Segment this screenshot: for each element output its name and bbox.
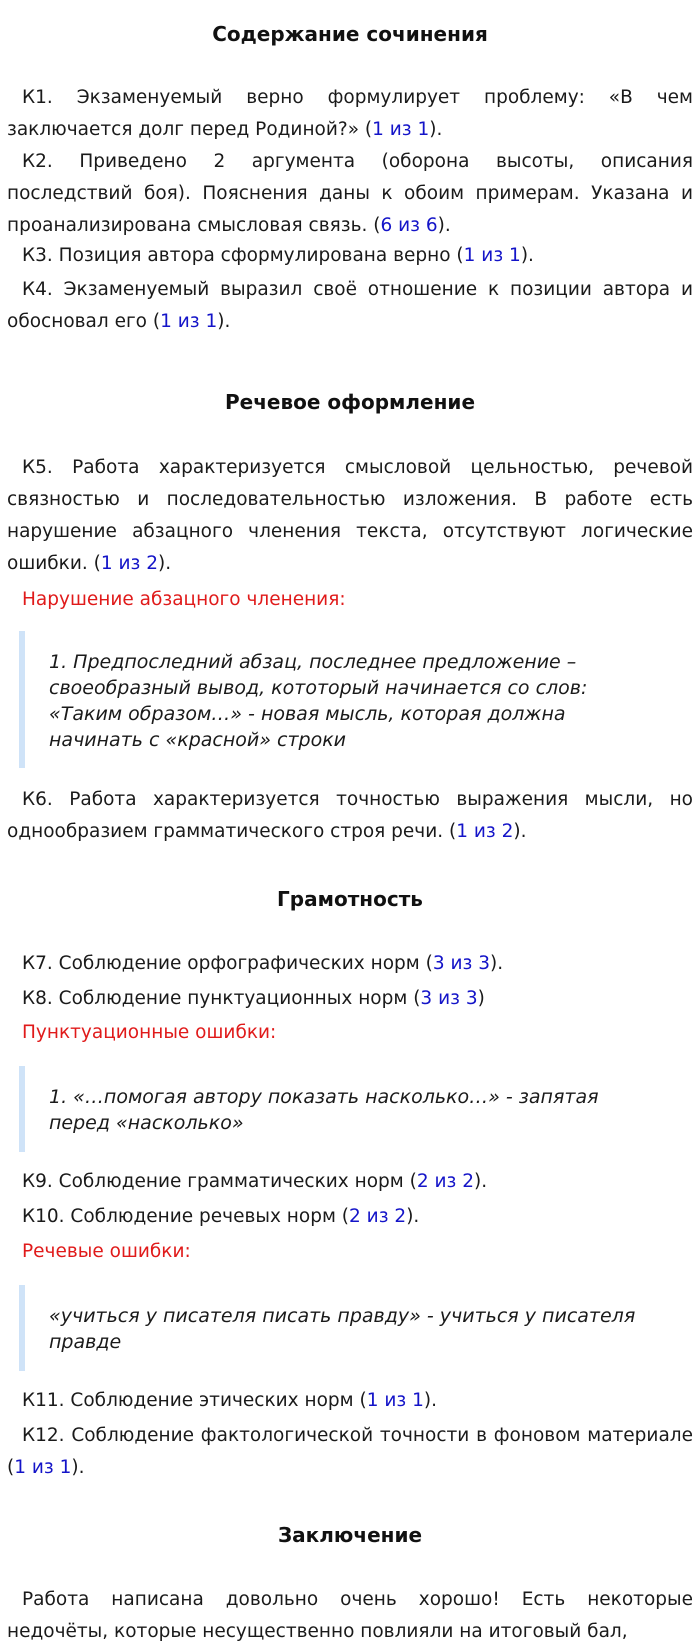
criterion-k6-score: 1 из 2 — [456, 821, 514, 842]
criterion-k5 — [7, 452, 693, 580]
criterion-k11 — [7, 1385, 693, 1417]
criterion-k6-text: К6. Работа характеризуется точностью выражения мысли, но однообразием грамматического строя речи. ( — [7, 789, 693, 842]
criterion-k2-score: 6 из 6 — [380, 215, 438, 236]
criterion-k11-score: 1 из 1 — [366, 1390, 424, 1411]
punctuation-errors-quote-text: 1. «…помогая автору показать насколько…» - запятая перед «насколько» — [49, 1086, 599, 1134]
criterion-k2-text: К2. Приведено 2 аргумента (оборона высоты, описания последствий боя). Пояснения даны к обоим примерам. Указана и проанализирована смысловая связь. ( — [7, 151, 693, 236]
criterion-k2-tail: ). — [437, 215, 451, 236]
criterion-k8-tail: ) — [477, 988, 485, 1009]
criterion-k12 — [7, 1420, 693, 1484]
criterion-k7-text: К7. Соблюдение орфографических норм ( — [22, 953, 433, 974]
criterion-k5-tail: ). — [158, 553, 172, 574]
section-title-literacy: Грамотность — [277, 887, 423, 911]
criterion-k3 — [7, 240, 693, 272]
speech-errors-quote — [19, 1285, 679, 1371]
criterion-k7-tail: ). — [490, 953, 504, 974]
section-title-conclusion: Заключение — [277, 1523, 423, 1547]
criterion-k12-text: К12. Соблюдение фактологической точности в фоновом материале ( — [7, 1425, 693, 1478]
criterion-k4-score: 1 из 1 — [160, 311, 218, 332]
criterion-k7-score: 3 из 3 — [432, 953, 490, 974]
paragraph-errors-quote-text: 1. Предпоследний абзац, последнее предложение – своеобразный вывод, кототорый начинается со слов: «Таким образом…» - новая мысль, которая должна начинать с «красной» строки — [49, 651, 588, 751]
section-title-content: Содержание сочинения — [212, 22, 488, 46]
criterion-k9-score: 2 из 2 — [416, 1171, 475, 1192]
criterion-k10 — [7, 1201, 693, 1233]
criterion-k12-tail: ). — [71, 1457, 85, 1478]
punctuation-errors-label: Пунктуационные ошибки: — [22, 1022, 277, 1043]
criterion-k11-text: К11. Соблюдение этических норм ( — [22, 1390, 367, 1411]
criterion-k6 — [7, 784, 693, 848]
section-title-speech: Речевое оформление — [224, 390, 476, 414]
criterion-k1 — [7, 82, 693, 146]
criterion-k1-score: 1 из 1 — [372, 119, 430, 140]
criterion-k1-text: К1. Экзаменуемый верно формулирует проблему: «В чем заключается долг перед Родиной?» ( — [7, 87, 693, 140]
criterion-k3-score: 1 из 1 — [463, 245, 521, 266]
criterion-k8-score: 3 из 3 — [420, 988, 478, 1009]
criterion-k10-tail: ). — [406, 1206, 420, 1227]
criterion-k10-score: 2 из 2 — [349, 1206, 407, 1227]
paragraph-errors-quote — [19, 631, 679, 768]
punctuation-errors-quote — [19, 1066, 679, 1152]
criterion-k7 — [7, 948, 693, 980]
criterion-k4-text: К4. Экзаменуемый выразил своё отношение к позиции автора и обосновал его ( — [7, 279, 693, 332]
criterion-k11-tail: ). — [423, 1390, 437, 1411]
criterion-k8-text: К8. Соблюдение пунктуационных норм ( — [22, 988, 421, 1009]
criterion-k3-text: К3. Позиция автора сформулирована верно ( — [22, 245, 464, 266]
criterion-k8 — [7, 983, 693, 1015]
criterion-k5-score: 1 из 2 — [100, 553, 159, 574]
criterion-k12-score: 1 из 1 — [14, 1457, 72, 1478]
criterion-k5-text: К5. Работа характеризуется смысловой цельностью, речевой связностью и последовательностью изложения. В работе есть нарушение абзацного членения текста, отсутствуют логические ошибки. ( — [7, 457, 693, 574]
criterion-k9 — [7, 1166, 693, 1198]
paragraph-errors-label: Нарушение абзацного членения: — [22, 589, 346, 610]
conclusion-text: Работа написана довольно очень хорошо! Есть некоторые недочёты, которые несущественно повлияли на итоговый бал, — [7, 1589, 693, 1642]
criterion-k9-tail: ). — [474, 1171, 488, 1192]
criterion-k3-tail: ). — [520, 245, 534, 266]
criterion-k10-text: К10. Соблюдение речевых норм ( — [22, 1206, 350, 1227]
speech-errors-quote-text: «учиться у писателя писать правду» - учиться у писателя правде — [49, 1305, 636, 1353]
speech-errors-label: Речевые ошибки: — [22, 1241, 191, 1262]
criterion-k6-tail: ). — [513, 821, 527, 842]
criterion-k1-tail: ). — [429, 119, 443, 140]
criterion-k4 — [7, 274, 693, 338]
criterion-k9-text: К9. Соблюдение грамматических норм ( — [22, 1171, 417, 1192]
criterion-k2 — [7, 146, 693, 242]
criterion-k4-tail: ). — [217, 311, 231, 332]
